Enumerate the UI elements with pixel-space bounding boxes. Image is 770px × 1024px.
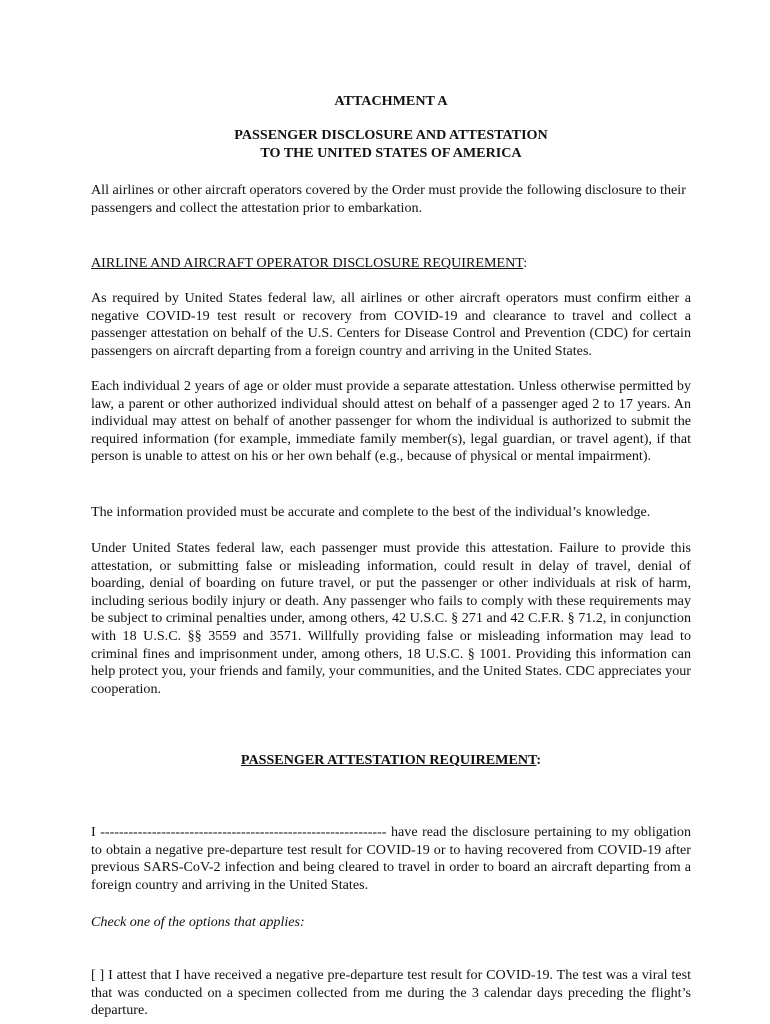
intro-paragraph: All airlines or other aircraft operators covered by the Order must provide the following disclosure to their passengers and collect the attestation prior to embarkation. (91, 182, 686, 216)
attestation-statement: I ------------------------------------------------------------- have read the disclosure pertaining to my obligation to obtain a negative pre-departure test result for COVID-19 or to having recovered from COVID-19 after previous SARS-CoV-2 infection and being cleared to travel in order to board an aircraft departing from a foreign country and arriving in the United States. (91, 824, 691, 893)
attestation-heading-suffix: : (536, 752, 542, 768)
title-line-1: PASSENGER DISCLOSURE AND ATTESTATION (234, 127, 548, 143)
attestation-heading (91, 752, 691, 770)
document-title (91, 127, 691, 162)
title-line-2: TO THE UNITED STATES OF AMERICA (260, 144, 522, 161)
disclosure-heading-text: AIRLINE AND AIRCRAFT OPERATOR DISCLOSURE REQUIREMENT (91, 255, 524, 271)
disclosure-paragraph-1: As required by United States federal law, all airlines or other aircraft operators must confirm either a negative COVID-19 test result or recovery from COVID-19 and clearance to travel and collect a passenger attestation on behalf of the U.S. Centers for Disease Control and Prevention (CDC) for certain passengers on aircraft departing from a foreign country and arriving in the United States. (91, 290, 691, 359)
disclosure-heading-suffix: : (523, 255, 528, 271)
attestation-option-1[interactable]: [ ] I attest that I have received a negative pre-departure test result for COVID-19. The test was a viral test that was conducted on a specimen collected from me during the 3 calendar days preceding the flight’s departure. (91, 967, 691, 1019)
check-instruction: Check one of the options that applies: (91, 914, 305, 930)
disclosure-paragraph-2: Each individual 2 years of age or older must provide a separate attestation. Unless otherwise permitted by law, a parent or other authorized individual should attest on behalf of a passenger aged 2 to 17 years. An individual may attest on behalf of another passenger for whom the individual is authorized to submit the required information (for example, immediate family member(s), legal guardian, or travel agent), if that person is unable to attest on his or her own behalf (e.g., because of physical or mental impairment). (91, 378, 691, 465)
attachment-label: ATTACHMENT A (334, 93, 448, 109)
attestation-heading-text: PASSENGER ATTESTATION REQUIREMENT (240, 752, 537, 768)
disclosure-heading (91, 255, 691, 273)
disclosure-paragraph-4: Under United States federal law, each passenger must provide this attestation. Failure to provide this attestation, or submitting false or misleading information, could result in delay of travel, denial of boarding, denial of boarding on future travel, or put the passenger or other individuals at risk of harm, including serious bodily injury or death. Any passenger who fails to comply with these requirements may be subject to criminal penalties under, among others, 42 U.S.C. § 271 and 42 C.F.R. § 71.2, in conjunction with 18 U.S.C. §§ 3559 and 3571. Willfully providing false or misleading information may lead to criminal fines and imprisonment under, among others, 18 U.S.C. § 1001. Providing this information can help protect you, your friends and family, your communities, and the United States. CDC appreciates your cooperation. (91, 540, 691, 697)
disclosure-paragraph-3: The information provided must be accurate and complete to the best of the individual’s knowledge. (91, 504, 651, 520)
